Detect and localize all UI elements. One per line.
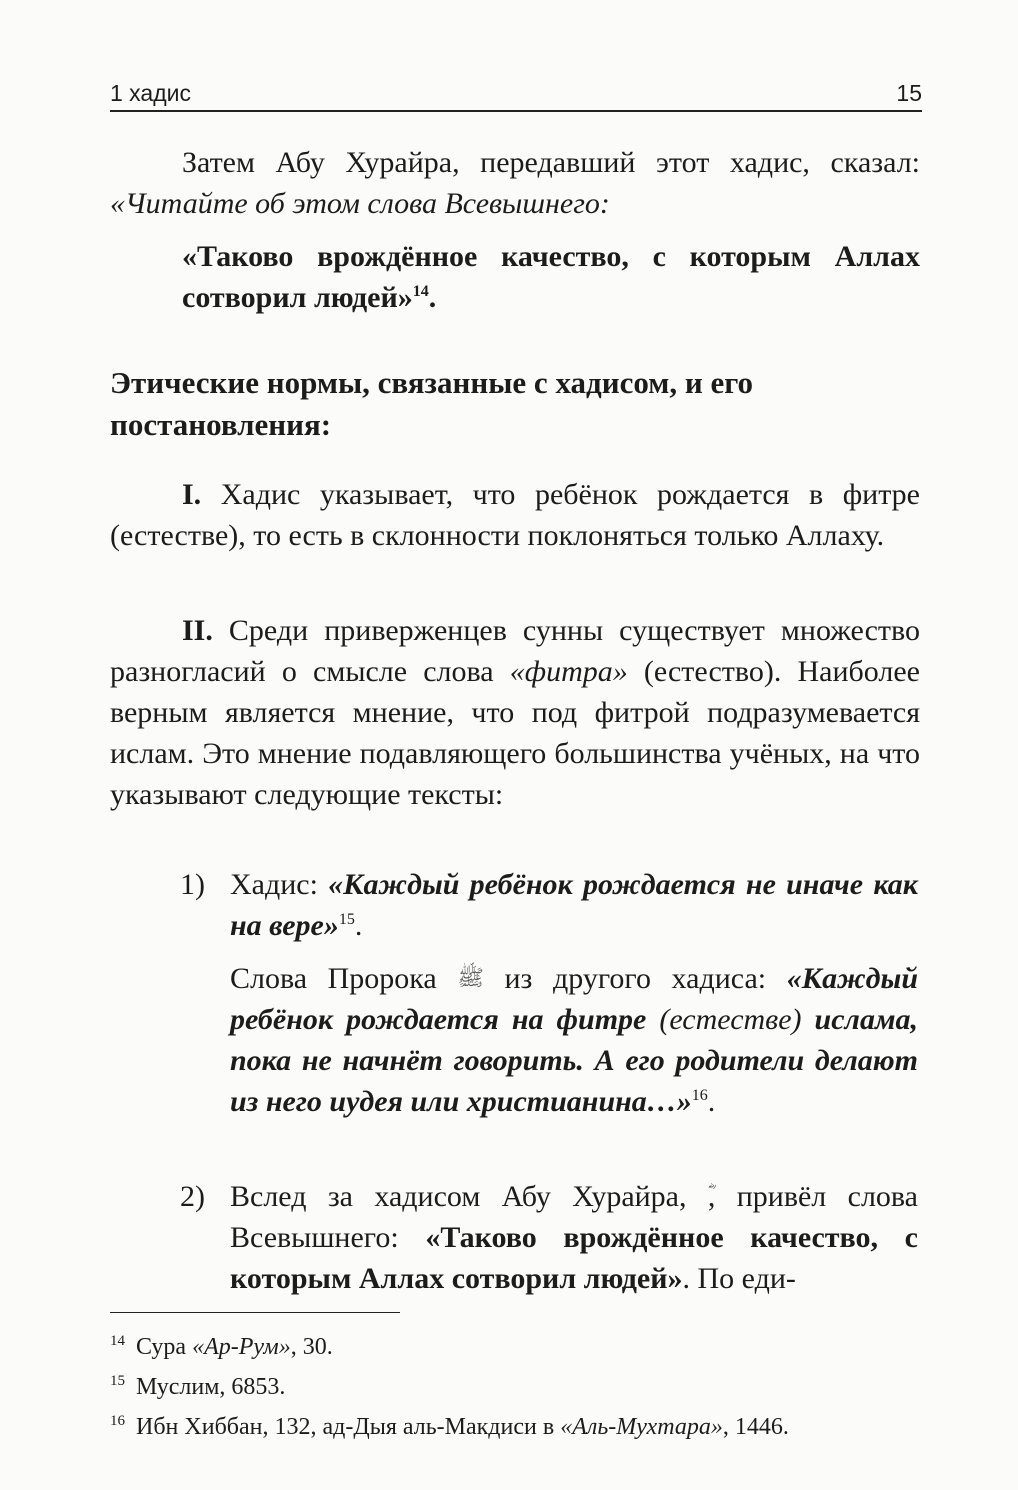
item-1 [230,864,918,946]
item-1b-quote-3: ислама, пока не начнёт говорить. А его родители делают из него иудея или христианина…» [230,1003,918,1118]
footnote-divider [110,1312,400,1313]
point-1-number: I. [182,478,202,511]
footnote-16-text: Ибн Хиббан, 132, ад-Дыя аль-Макдиси в [136,1414,561,1440]
point-2-number: II. [182,614,213,647]
point-2-text-b: (естество). Наиболее верным является мнение, что под фитрой подразумевается ислам. Это мнение подавляющего большинства учёных, на что указывают следующие тексты: [110,655,920,811]
point-1 [110,474,920,556]
item-1-end: . [354,909,363,942]
footnote-16 [110,1404,946,1445]
running-header [110,80,922,112]
footnote-15-text: Муслим, 6853. [136,1374,286,1400]
item-1-continuation [230,958,918,1122]
item-2-text-c: . По еди- [682,1262,796,1295]
point-2-text-a: Среди приверженцев сунны существует множество разногласий о смысле слова [110,614,920,688]
prophet-salutation-icon: ﷺ [457,966,484,991]
intro-text: Затем Абу Хурайра, передавший этот хадис, сказал: [182,146,920,179]
point-2 [110,610,920,815]
footnote-ref-14: 14 [412,283,429,300]
footnote-14-tail: , 30. [290,1334,333,1360]
footnote-16-source: «Аль-Мухтара» [560,1414,723,1440]
footnote-14-number: 14 [110,1333,125,1349]
section-heading: Этические нормы, связанные с хадисом, и его постановления: [110,365,754,442]
footnote-ref-15: 15 [338,911,355,928]
verse-end: . [428,281,437,314]
item-1b-end: . [707,1085,716,1118]
item-1b-quote-2: (естестве) [646,1003,815,1036]
item-2 [230,1176,918,1299]
item-1b-quote-1: «Каждый ребёнок рождается на фитре [230,962,919,1036]
intro-paragraph [110,142,920,224]
running-title: 1 хадис [110,80,191,106]
footnote-16-tail: , 1446. [722,1414,789,1440]
footnote-16-number: 16 [110,1413,125,1429]
item-2-number: 2) [180,1180,205,1213]
footnote-14-text: Сура [136,1334,193,1360]
page-number: 15 [896,80,922,106]
item-2-text-a: Вслед за хадисом Абу Хурайра, [230,1180,708,1213]
footnote-15-number: 15 [110,1373,125,1389]
verse-quote [182,236,920,318]
footnote-ref-16: 16 [691,1087,708,1104]
item-1b-text-2: из другого хадиса: [483,962,787,995]
point-1-text: Хадис указывает, что ребёнок рождается в фитре (естестве), то есть в склонности поклоняться только Аллаху. [110,478,920,552]
item-1-quote: «Каждый ребёнок рождается не иначе как на вере» [230,868,918,942]
item-1-number: 1) [180,868,205,901]
footnote-15 [110,1364,946,1405]
item-2-quote: «Таково врождённое качество, с которым Аллах сотворил людей» [230,1221,918,1295]
intro-quote: «Читайте об этом слова Всевышнего: [110,187,610,220]
item-2-text-b: , привёл слова Всевышнего: [230,1180,918,1254]
item-1b-text: Слова Пророка [230,962,458,995]
point-2-term: «фитра» [509,655,628,688]
footnote-14 [110,1324,946,1365]
item-1-label: Хадис: [230,868,329,901]
verse-text: «Таково врождённое качество, с которым Аллах сотворил людей» [182,240,920,314]
footnote-14-source: «Ар-Рум» [192,1334,291,1360]
